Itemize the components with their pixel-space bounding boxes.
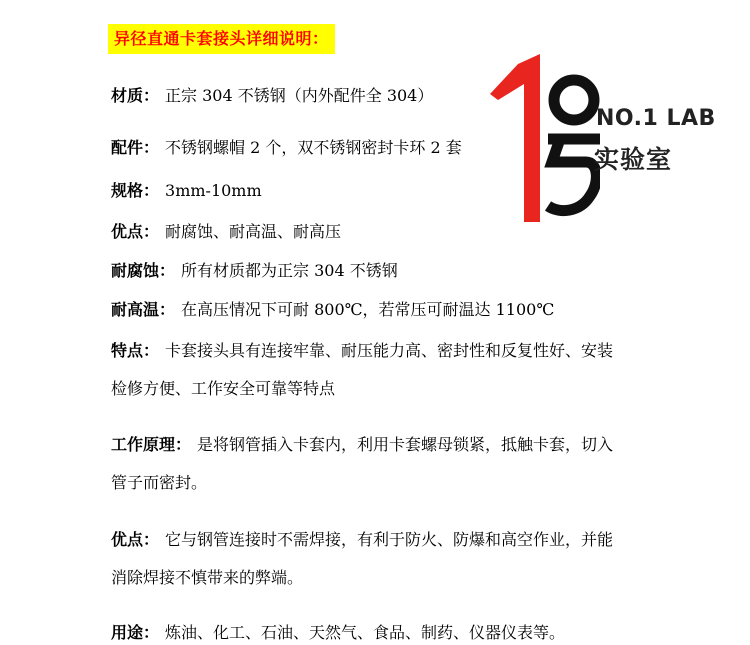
lab-logo — [490, 54, 716, 222]
row-label: 优点： — [111, 530, 160, 549]
page-title: 异径直通卡套接头详细说明： — [108, 24, 335, 54]
spec-row-temperature — [111, 297, 554, 320]
row-value: 检修方便、工作安全可靠等特点 — [111, 379, 336, 398]
row-value: 是将钢管插入卡套内，利用卡套螺母锁紧，抵触卡套，切入 — [197, 435, 614, 454]
spec-row-features — [111, 338, 613, 361]
row-value: 耐腐蚀、耐高温、耐高压 — [165, 222, 342, 241]
spec-row-advantages — [111, 219, 341, 242]
logo-text-cn: 实验室 — [594, 145, 673, 174]
spec-row-usage — [111, 620, 565, 643]
spec-row-benefits-cont — [111, 565, 303, 588]
row-value: 在高压情况下可耐 800℃，若常压可耐温达 1100℃ — [181, 300, 555, 319]
spec-row-principle — [111, 432, 613, 455]
row-value: 消除焊接不慎带来的弊端。 — [111, 568, 304, 587]
row-label: 配件： — [111, 138, 160, 157]
row-value: 3mm-10mm — [165, 181, 262, 200]
row-label: 材质： — [111, 86, 160, 105]
row-label: 特点： — [111, 341, 160, 360]
spec-row-material — [111, 83, 433, 106]
row-value: 炼油、化工、石油、天然气、食品、制药、仪器仪表等。 — [165, 623, 566, 642]
row-label: 用途： — [111, 623, 160, 642]
row-label: 优点： — [111, 222, 160, 241]
row-label: 耐腐蚀： — [111, 261, 176, 280]
spec-row-accessories — [111, 135, 462, 158]
row-label: 耐高温： — [111, 300, 176, 319]
row-value: 正宗 304 不锈钢（内外配件全 304） — [165, 86, 434, 105]
row-label: 规格： — [111, 181, 160, 200]
logo-text-en: NO.1 LAB — [596, 106, 716, 131]
row-value: 卡套接头具有连接牢靠、耐压能力高、密封性和反复性好、安装 — [165, 341, 614, 360]
number-1-hao-logo-icon — [490, 54, 600, 222]
row-label: 工作原理： — [111, 435, 192, 454]
row-value: 管子而密封。 — [111, 473, 208, 492]
spec-row-size — [111, 178, 262, 201]
spec-row-features-cont — [111, 376, 335, 399]
row-value: 所有材质都为正宗 304 不锈钢 — [181, 261, 398, 280]
row-value: 它与钢管连接时不需焊接，有利于防火、防爆和高空作业，并能 — [165, 530, 614, 549]
spec-row-principle-cont — [111, 470, 207, 493]
spec-row-corrosion — [111, 258, 398, 281]
row-value: 不锈钢螺帽 2 个，双不锈钢密封卡环 2 套 — [165, 138, 462, 157]
spec-row-benefits — [111, 527, 613, 550]
